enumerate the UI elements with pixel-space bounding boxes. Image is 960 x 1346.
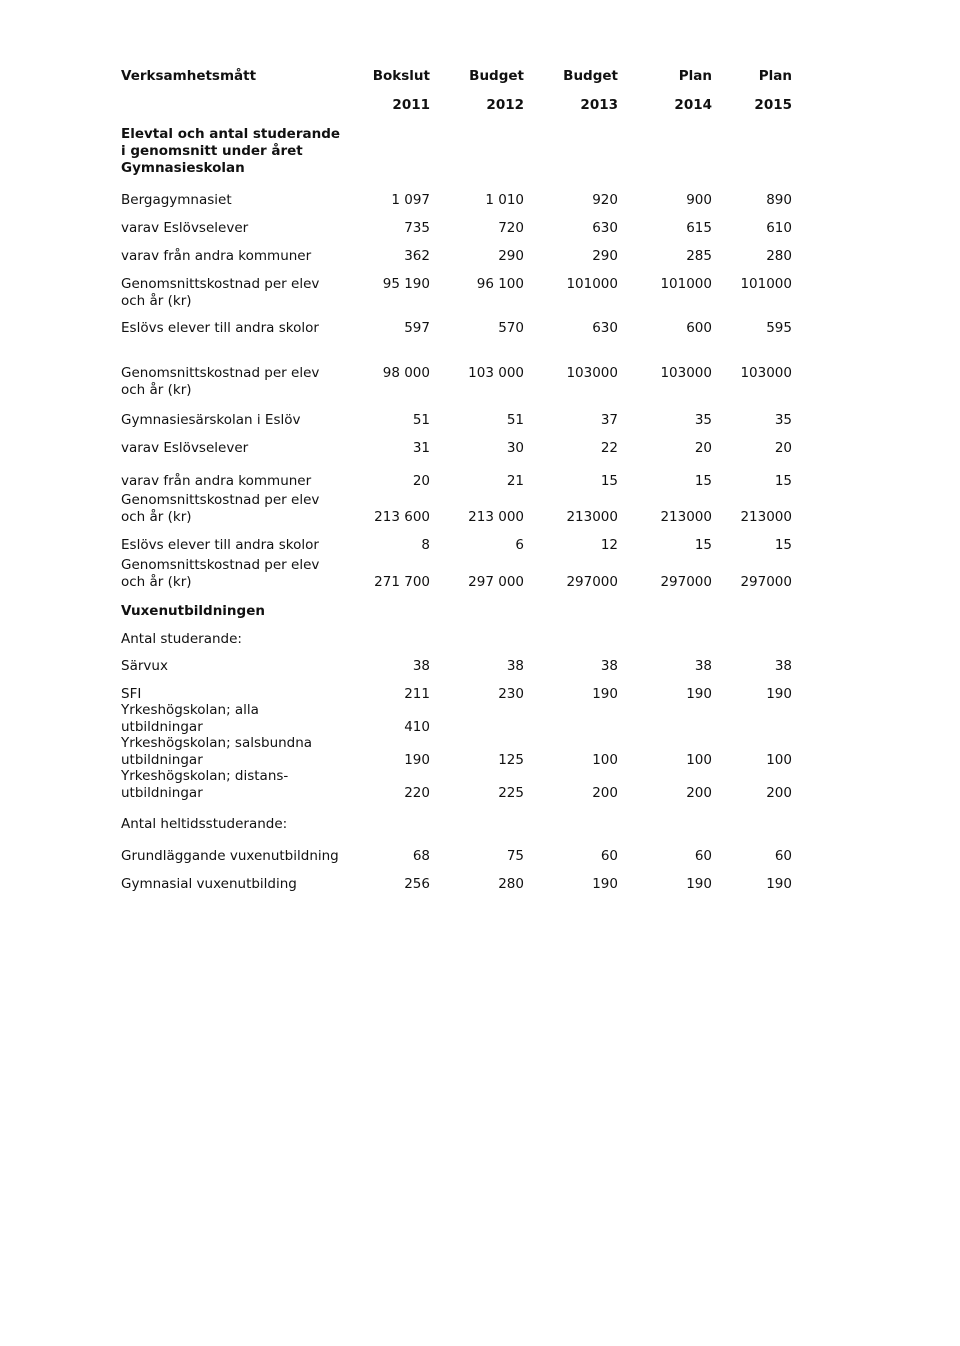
cell-value: 1 010	[485, 192, 524, 208]
cell-value: 38	[774, 658, 792, 674]
cell-value: 297000	[740, 574, 792, 590]
cell-value: 285	[686, 248, 712, 264]
cell-value: 21	[506, 473, 524, 489]
cell-value: 735	[404, 220, 430, 236]
cell-value: 68	[412, 848, 430, 864]
cell-value: 6	[515, 537, 524, 553]
cell-value: 211	[404, 686, 430, 702]
cell-value: 200	[766, 785, 792, 801]
column-year-2015: 2015	[754, 97, 792, 113]
column-type-2014: Plan	[678, 68, 712, 84]
cell-value: 95 190	[382, 276, 430, 292]
cell-value: 200	[592, 785, 618, 801]
cell-value: 51	[412, 412, 430, 428]
row-label: Yrkeshögskolan; alla utbildningar	[121, 702, 259, 735]
section-heading-label: Vuxenutbildningen	[121, 603, 265, 619]
row-label: Yrkeshögskolan; distans- utbildningar	[121, 768, 289, 801]
cell-value: 570	[498, 320, 524, 336]
cell-value: 103 000	[468, 365, 524, 381]
row-label: Grundläggande vuxenutbildning	[121, 848, 339, 864]
cell-value: 38	[506, 658, 524, 674]
cell-value: 610	[766, 220, 792, 236]
cell-value: 920	[592, 192, 618, 208]
cell-value: 1 097	[391, 192, 430, 208]
cell-value: 15	[694, 537, 712, 553]
cell-value: 213 600	[374, 509, 430, 525]
row-label: Gymnasial vuxenutbilding	[121, 876, 297, 892]
cell-value: 100	[686, 752, 712, 768]
cell-value: 103000	[566, 365, 618, 381]
cell-value: 103000	[660, 365, 712, 381]
row-label: varav från andra kommuner	[121, 248, 312, 264]
cell-value: 35	[694, 412, 712, 428]
cell-value: 297000	[566, 574, 618, 590]
cell-value: 230	[498, 686, 524, 702]
cell-value: 597	[404, 320, 430, 336]
cell-value: 101000	[740, 276, 792, 292]
cell-value: 213 000	[468, 509, 524, 525]
cell-value: 31	[412, 440, 430, 456]
cell-value: 225	[498, 785, 524, 801]
cell-value: 220	[404, 785, 430, 801]
cell-value: 125	[498, 752, 524, 768]
column-year-2011: 2011	[392, 97, 430, 113]
cell-value: 280	[498, 876, 524, 892]
cell-value: 100	[592, 752, 618, 768]
cell-value: 38	[412, 658, 430, 674]
cell-value: 256	[404, 876, 430, 892]
row-label: Eslövs elever till andra skolor	[121, 320, 319, 336]
cell-value: 75	[506, 848, 524, 864]
cell-value: 190	[404, 752, 430, 768]
cell-value: 60	[600, 848, 618, 864]
row-label: varav från andra kommuner	[121, 473, 312, 489]
column-year-2014: 2014	[674, 97, 712, 113]
cell-value: 410	[404, 719, 430, 735]
cell-value: 101000	[566, 276, 618, 292]
cell-value: 15	[774, 537, 792, 553]
column-year-2013: 2013	[580, 97, 618, 113]
cell-value: 8	[421, 537, 430, 553]
cell-value: 595	[766, 320, 792, 336]
cell-value: 362	[404, 248, 430, 264]
cell-value: 271 700	[374, 574, 430, 590]
cell-value: 37	[600, 412, 618, 428]
cell-value: 190	[592, 686, 618, 702]
section-heading-label: Antal heltidsstuderande:	[121, 816, 288, 832]
cell-value: 900	[686, 192, 712, 208]
column-type-2013: Budget	[563, 68, 618, 84]
cell-value: 60	[774, 848, 792, 864]
cell-value: 20	[774, 440, 792, 456]
cell-value: 630	[592, 220, 618, 236]
row-label: Genomsnittskostnad per elev och år (kr)	[121, 276, 320, 309]
cell-value: 103000	[740, 365, 792, 381]
cell-value: 15	[774, 473, 792, 489]
cell-value: 615	[686, 220, 712, 236]
cell-value: 100	[766, 752, 792, 768]
cell-value: 297 000	[468, 574, 524, 590]
column-type-2012: Budget	[469, 68, 524, 84]
row-label: varav Eslövselever	[121, 220, 249, 236]
cell-value: 720	[498, 220, 524, 236]
cell-value: 22	[600, 440, 618, 456]
cell-value: 290	[498, 248, 524, 264]
cell-value: 190	[766, 686, 792, 702]
cell-value: 12	[600, 537, 618, 553]
column-year-2012: 2012	[486, 97, 524, 113]
cell-value: 290	[592, 248, 618, 264]
cell-value: 190	[686, 876, 712, 892]
cell-value: 98 000	[382, 365, 430, 381]
cell-value: 51	[506, 412, 524, 428]
row-label: varav Eslövselever	[121, 440, 249, 456]
row-label: SFI	[121, 686, 142, 702]
cell-value: 213000	[660, 509, 712, 525]
row-label: Gymnasiesärskolan i Eslöv	[121, 412, 301, 428]
cell-value: 213000	[740, 509, 792, 525]
cell-value: 890	[766, 192, 792, 208]
row-label: Eslövs elever till andra skolor	[121, 537, 319, 553]
cell-value: 96 100	[476, 276, 524, 292]
cell-value: 101000	[660, 276, 712, 292]
cell-value: 38	[600, 658, 618, 674]
cell-value: 190	[766, 876, 792, 892]
row-label: Särvux	[121, 658, 168, 674]
cell-value: 280	[766, 248, 792, 264]
column-type-2015: Plan	[758, 68, 792, 84]
cell-value: 30	[506, 440, 524, 456]
cell-value: 15	[600, 473, 618, 489]
cell-value: 15	[694, 473, 712, 489]
row-label: Yrkeshögskolan; salsbundna utbildningar	[121, 735, 313, 768]
cell-value: 20	[694, 440, 712, 456]
cell-value: 60	[694, 848, 712, 864]
cell-value: 20	[412, 473, 430, 489]
cell-value: 630	[592, 320, 618, 336]
cell-value: 200	[686, 785, 712, 801]
row-label: Bergagymnasiet	[121, 192, 232, 208]
row-label: Genomsnittskostnad per elev och år (kr)	[121, 492, 320, 525]
table-title: Verksamhetsmått	[121, 68, 257, 84]
cell-value: 35	[774, 412, 792, 428]
cell-value: 190	[592, 876, 618, 892]
section-heading-label: Elevtal och antal studerande i genomsnitt under året Gymnasieskolan	[121, 126, 341, 176]
cell-value: 213000	[566, 509, 618, 525]
cell-value: 38	[694, 658, 712, 674]
section-heading-label: Antal studerande:	[121, 631, 242, 647]
column-type-2011: Bokslut	[372, 68, 430, 84]
cell-value: 190	[686, 686, 712, 702]
row-label: Genomsnittskostnad per elev och år (kr)	[121, 557, 320, 590]
row-label: Genomsnittskostnad per elev och år (kr)	[121, 365, 320, 398]
cell-value: 297000	[660, 574, 712, 590]
cell-value: 600	[686, 320, 712, 336]
